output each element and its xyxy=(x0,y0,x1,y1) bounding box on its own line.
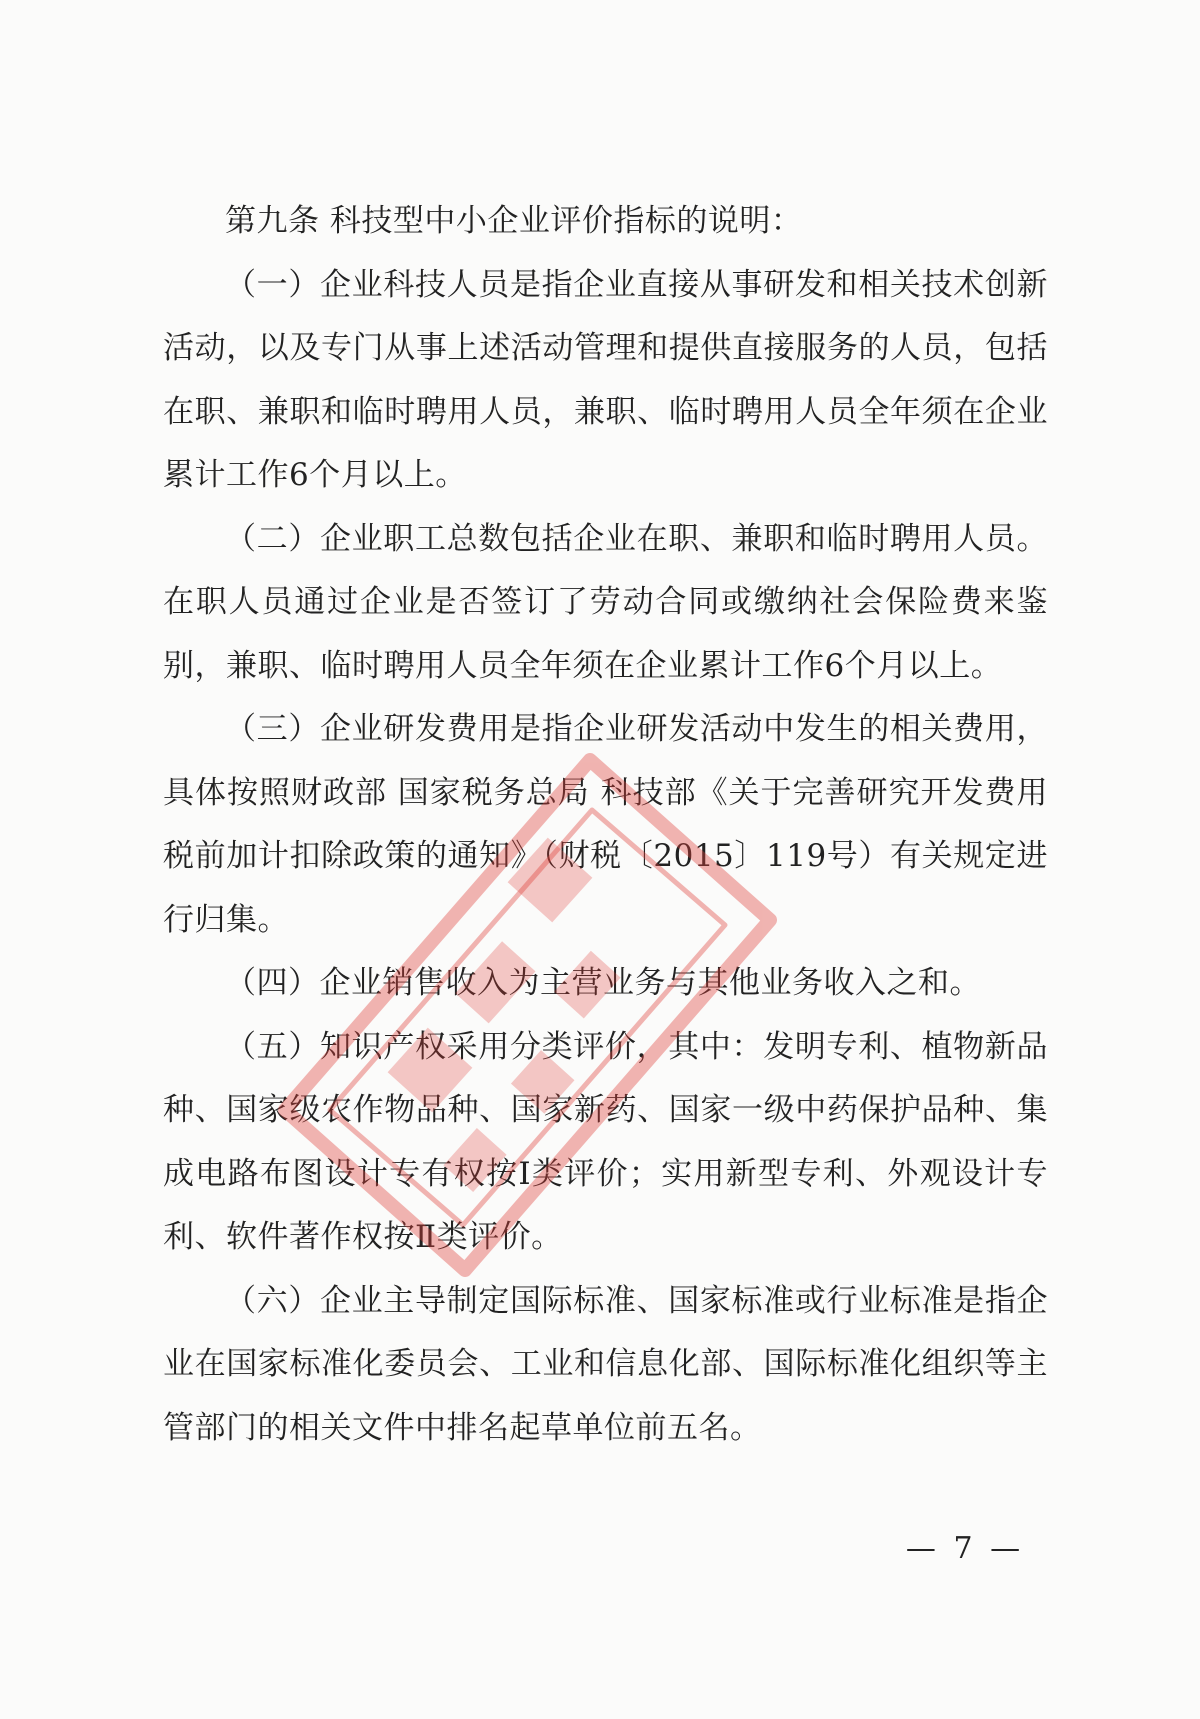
paragraph-6: （六）企业主导制定国际标准、国家标准或行业标准是指企业在国家标准化委员会、工业和信息化部、国际标准化组织等主管部门的相关文件中排名起草单位前五名。 xyxy=(163,1282,1048,1446)
page-number: — 7 — xyxy=(905,1531,1025,1566)
paragraph-2: （二）企业职工总数包括企业在职、兼职和临时聘用人员。在职人员通过企业是否签订了劳动合同或缴纳社会保险费来鉴别，兼职、临时聘用人员全年须在企业累计工作6个月以上。 xyxy=(163,520,1048,684)
paragraph-3: （三）企业研发费用是指企业研发活动中发生的相关费用，具体按照财政部 国家税务总局 科技部《关于完善研究开发费用税前加计扣除政策的通知》（财税〔2015〕119号）有关规定进行归集。 xyxy=(163,711,1048,938)
paragraph-4: （四）企业销售收入为主营业务与其他业务收入之和。 xyxy=(225,965,981,1001)
paragraph-1: （一）企业科技人员是指企业直接从事研发和相关技术创新活动，以及专门从事上述活动管理和提供直接服务的人员，包括在职、兼职和临时聘用人员，兼职、临时聘用人员全年须在企业累计工作6个月以上。 xyxy=(163,266,1048,493)
paragraph-5: （五）知识产权采用分类评价，其中：发明专利、植物新品种、国家级农作物品种、国家新药、国家一级中药保护品种、集成电路布图设计专有权按Ⅰ类评价；实用新型专利、外观设计专利、软件著作权按Ⅱ类评价。 xyxy=(163,1028,1048,1255)
article-heading: 第九条 科技型中小企业评价指标的说明： xyxy=(225,203,803,239)
body-text xyxy=(163,190,1048,1460)
